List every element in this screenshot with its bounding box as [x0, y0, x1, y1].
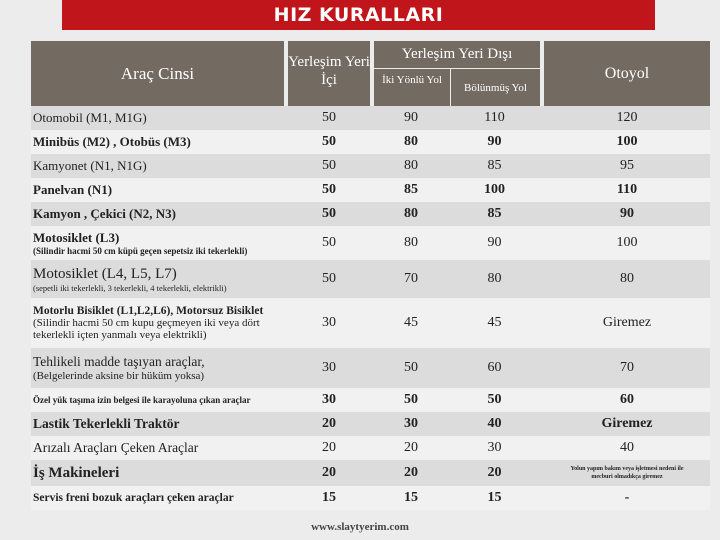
- cell-motorway: 40: [620, 440, 634, 455]
- row-vehicle-name: Özel yük taşıma izin belgesi ile karayoluna çıkan araçlar: [33, 395, 251, 405]
- row-vehicle-cell: [33, 226, 288, 260]
- row-vehicle-note: (Silindir hacmi 50 cm kupu geçmeyen iki veya dört tekerlekli içten yanmalı veya elektrikli): [33, 317, 260, 341]
- row-vehicle-name: Servis freni bozuk araçları çeken araçlar: [33, 492, 234, 504]
- row-vehicle-name: Tehlikeli madde taşıyan araçlar,: [33, 354, 205, 369]
- cell-divided: 45: [487, 315, 502, 330]
- cell-urban: 30: [322, 392, 336, 407]
- cell-urban: 50: [322, 206, 336, 221]
- row-name-block: [33, 354, 205, 382]
- row-vehicle-cell: [33, 260, 288, 298]
- row-vehicle-cell: [33, 348, 288, 388]
- cell-motorway: 110: [616, 182, 638, 197]
- cell-two-way: 90: [404, 110, 418, 125]
- row-vehicle-name: Motorlu Bisiklet (L1,L2,L6), Motorsuz Bisiklet: [33, 305, 264, 317]
- cell-urban: 20: [322, 465, 336, 480]
- cell-motorway: Giremez: [601, 416, 653, 431]
- cell-urban: 50: [322, 235, 336, 250]
- table-row: [31, 298, 710, 348]
- cell-urban: 50: [322, 110, 336, 125]
- header-rural: Yerleşim Yeri Dışı: [374, 41, 540, 68]
- cell-urban: 20: [322, 416, 336, 431]
- table-row: [31, 260, 710, 298]
- cell-motorway: 90: [620, 206, 634, 221]
- cell-divided: 90: [487, 134, 502, 149]
- row-vehicle-name: Otomobil (M1, M1G): [33, 110, 147, 125]
- cell-two-way: 30: [404, 416, 418, 431]
- cell-urban: 50: [322, 182, 336, 197]
- table-row: [31, 388, 710, 412]
- row-vehicle-name: Motosiklet (L4, L5, L7): [33, 265, 177, 282]
- cell-divided: 85: [487, 206, 502, 221]
- row-vehicle-name: Panelvan (N1): [33, 182, 113, 197]
- row-vehicle-name: Kamyonet (N1, N1G): [33, 158, 147, 173]
- table-row: [31, 486, 710, 510]
- cell-urban: 50: [322, 271, 336, 286]
- cell-urban: 15: [322, 490, 336, 505]
- cell-divided: 80: [487, 271, 502, 286]
- row-vehicle-name: Arızalı Araçları Çeken Araçlar: [33, 440, 199, 455]
- header-divided-road: Bölünmüş Yol: [451, 69, 540, 107]
- table-row: [31, 178, 710, 202]
- row-name-block: [33, 266, 227, 293]
- row-vehicle-note: (Belgelerinde aksine bir hüküm yoksa): [33, 370, 205, 382]
- cell-urban: 50: [322, 158, 336, 173]
- cell-divided: 100: [484, 182, 505, 197]
- cell-two-way: 50: [404, 360, 418, 375]
- row-vehicle-note: (Silindir hacmi 50 cm küpü geçen sepetsiz iki tekerlekli): [33, 246, 248, 256]
- cell-divided: 60: [487, 360, 502, 375]
- row-vehicle-name: Lastik Tekerlekli Traktör: [33, 416, 180, 431]
- cell-divided: 85: [487, 158, 502, 173]
- table-row: [31, 202, 710, 226]
- cell-two-way: 20: [404, 465, 418, 480]
- row-vehicle-name: Motosiklet (L3): [33, 230, 120, 245]
- cell-motorway: Giremez: [602, 315, 652, 330]
- cell-motorway: 80: [620, 271, 634, 286]
- cell-divided: 15: [487, 490, 502, 505]
- cell-urban: 20: [322, 440, 336, 455]
- cell-urban: 30: [322, 315, 336, 330]
- cell-motorway: 70: [620, 360, 634, 375]
- table-row: [31, 130, 710, 154]
- table-row: [31, 412, 710, 436]
- row-vehicle-name: Minibüs (M2) , Otobüs (M3): [33, 134, 191, 149]
- cell-divided: 40: [487, 416, 502, 431]
- cell-two-way: 80: [404, 235, 418, 250]
- cell-motorway: 60: [620, 392, 634, 407]
- header-vehicle-type: Araç Cinsi: [31, 41, 284, 107]
- cell-two-way: 85: [404, 182, 418, 197]
- cell-two-way: 80: [404, 206, 418, 221]
- cell-urban: 50: [322, 134, 336, 149]
- page-title: HIZ KURALLARI: [62, 0, 655, 30]
- footer-watermark: www.slaytyerim.com: [311, 521, 409, 533]
- cell-two-way: 20: [404, 440, 418, 455]
- cell-two-way: 45: [404, 315, 418, 330]
- table-row: [31, 154, 710, 178]
- table-row: [31, 348, 710, 388]
- cell-motorway: 100: [616, 235, 638, 250]
- row-vehicle-name: İş Makineleri: [33, 464, 120, 481]
- table-row: [31, 226, 710, 260]
- cell-two-way: 70: [404, 271, 418, 286]
- row-name-block: [33, 305, 283, 341]
- cell-motorway: 100: [616, 134, 638, 149]
- table-row: [31, 106, 710, 130]
- cell-two-way: 50: [404, 392, 418, 407]
- cell-divided: 20: [487, 465, 502, 480]
- cell-motorway: 120: [616, 110, 638, 125]
- cell-motorway: Yolun yapım bakım veya işletmesi nedeni ile mecburi olmadıkça giremez: [570, 466, 684, 480]
- cell-divided: 90: [487, 235, 502, 250]
- cell-urban: 30: [322, 360, 336, 375]
- cell-divided: 50: [487, 392, 502, 407]
- cell-divided: 30: [487, 440, 502, 455]
- cell-divided: 110: [484, 110, 505, 125]
- header-urban: Yerleşim Yeri İçi: [288, 41, 370, 107]
- header-motorway: Otoyol: [544, 41, 710, 107]
- row-name-block: [33, 230, 247, 256]
- cell-two-way: 80: [404, 134, 418, 149]
- row-vehicle-cell: [33, 298, 288, 348]
- cell-two-way: 15: [404, 490, 418, 505]
- table-row: [31, 436, 710, 460]
- row-vehicle-name: Kamyon , Çekici (N2, N3): [33, 206, 176, 221]
- cell-motorway: 95: [620, 158, 634, 173]
- table-row: [31, 460, 710, 486]
- header-two-way-road: İki Yönlü Yol: [374, 69, 450, 107]
- cell-two-way: 80: [404, 158, 418, 173]
- cell-motorway: -: [624, 490, 630, 505]
- row-vehicle-note: (sepetli iki tekerlekli, 3 tekerlekli, 4 tekerlekli, elektrikli): [33, 282, 227, 293]
